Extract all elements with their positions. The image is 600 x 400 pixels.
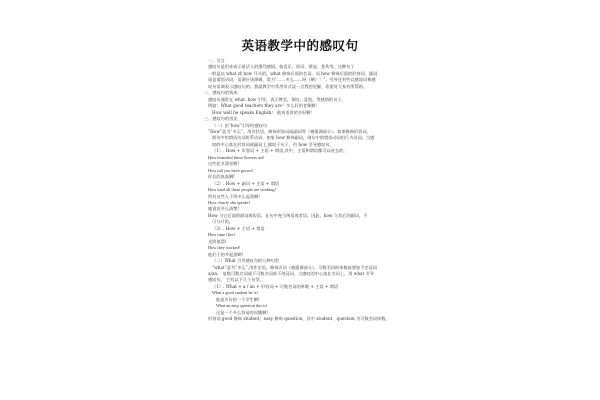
text-line: What an easy question this is! bbox=[216, 303, 268, 309]
text-line: 二、感叹句的构成 bbox=[204, 90, 238, 96]
text-line: 感叹句是用来表示说话人的强烈感情，如喜乐、惊讶、愤怒、悲伤等。这种句子 bbox=[208, 64, 355, 70]
text-line: How tall you have grown! bbox=[208, 167, 254, 173]
text-line: 感叹句。 它有以下几个句型。 bbox=[208, 277, 264, 283]
text-line: 所有这些人干得多么起劲啊! bbox=[208, 193, 260, 199]
text-line: 三、感叹句的用法 bbox=[204, 116, 238, 122]
text-line: How clearly she speaks! bbox=[208, 199, 250, 205]
text-line: （二）What 引导感叹句的几种句型 bbox=[212, 258, 279, 264]
text-line: 或是谓语动词，语调应该降调，常为“……多么……呀（啊）！”。另外还有些以感叹词和感 bbox=[208, 77, 376, 83]
text-line: 可分开的。 bbox=[212, 219, 233, 225]
text-line: （3）. How + 主语 + 谓语 bbox=[212, 225, 265, 231]
text-line: 叹的中心落在形容词或副词上,感叹于句子，用 how 引导感叹句。 bbox=[212, 141, 334, 147]
text-line: （一）由“how”引导的感叹句 bbox=[212, 122, 267, 128]
text-line: （1）. How + 形容词 + 主语 + 谓语,其中，主语和谓语都可以省去的。 bbox=[212, 148, 348, 154]
text-line: How they worked! bbox=[208, 245, 241, 251]
text-line: 叹句语调表示感叹句的。我就教学中常用形式谈一点我的见解，希望对大家有所帮助。 bbox=[208, 83, 368, 89]
text-line: How well he speaks English！ 他英语讲的多好啊！ bbox=[212, 109, 315, 115]
text-line: 他是多好的一个学生啊! bbox=[216, 296, 260, 302]
text-line: How beautiful those flowers are! bbox=[208, 154, 265, 160]
text-line: 感叹句通常在 what, how 引导，表示赞美，惊叹，喜悦，等感情的句子。 bbox=[208, 96, 346, 102]
text-line: How hard all these people are working! bbox=[208, 187, 277, 193]
text-line: “what”意为“多么”,用作定语，修饰名词（被强调部分），可数名词的单数前要加不定冠词 bbox=[212, 264, 377, 270]
text-line: 这是一个多么容易的问题啊! bbox=[216, 309, 268, 315]
text-line: 你长的真高啊! bbox=[208, 174, 235, 180]
text-line: What a good student he is! bbox=[212, 290, 258, 296]
text-line: “How”意为“多么”，用作状语，修饰形容词或副词等（被强调部分）。如果修饰形容词， bbox=[208, 128, 371, 134]
text-line: 这些花多漂亮啊! bbox=[208, 161, 239, 167]
text-line: 她说话多么清楚! bbox=[208, 206, 239, 212]
text-line: 他们干的多起劲啊! bbox=[208, 251, 244, 257]
text-line: 例如：What good teachers they are！多么好的老师啊！ bbox=[208, 103, 320, 109]
text-line: 则句中的谓语动词用系动词。如果 how 修饰副词，则句中的谓语动词用行为动词。当感 bbox=[212, 135, 375, 141]
text-line: （1）. What + a / an + 形容词 + 可数名词的单数 + 主语 + 谓语 bbox=[212, 283, 339, 289]
text-line: 一般是以 what 或 how 开头的，what 修饰后面的名词，而 how 修饰后面的形容词、副词 bbox=[208, 70, 378, 76]
text-line: a/an。 复数可数名词或不可数名词前不用冠词。当感叹的中心落在名词上，用 what 引导 bbox=[208, 270, 374, 276]
text-line: 光阴似箭! bbox=[208, 238, 227, 244]
document-title: 英语教学中的感叹句 bbox=[241, 38, 359, 53]
text-line: How 与它后面的副词或短语，在句中充当统语或者语。因此，how 与其后的副词，不 bbox=[208, 212, 368, 218]
document-body bbox=[204, 58, 406, 323]
text-line: （2）. How + 副词 + 主语 + 谓语 bbox=[212, 180, 280, 186]
text-line: 一、引言 bbox=[208, 58, 225, 63]
text-line: How time flies! bbox=[208, 232, 235, 238]
text-line: 形容词 good 修饰 student，easy 修饰 question，其中 student、question 为可数名词单数。 bbox=[208, 316, 390, 322]
